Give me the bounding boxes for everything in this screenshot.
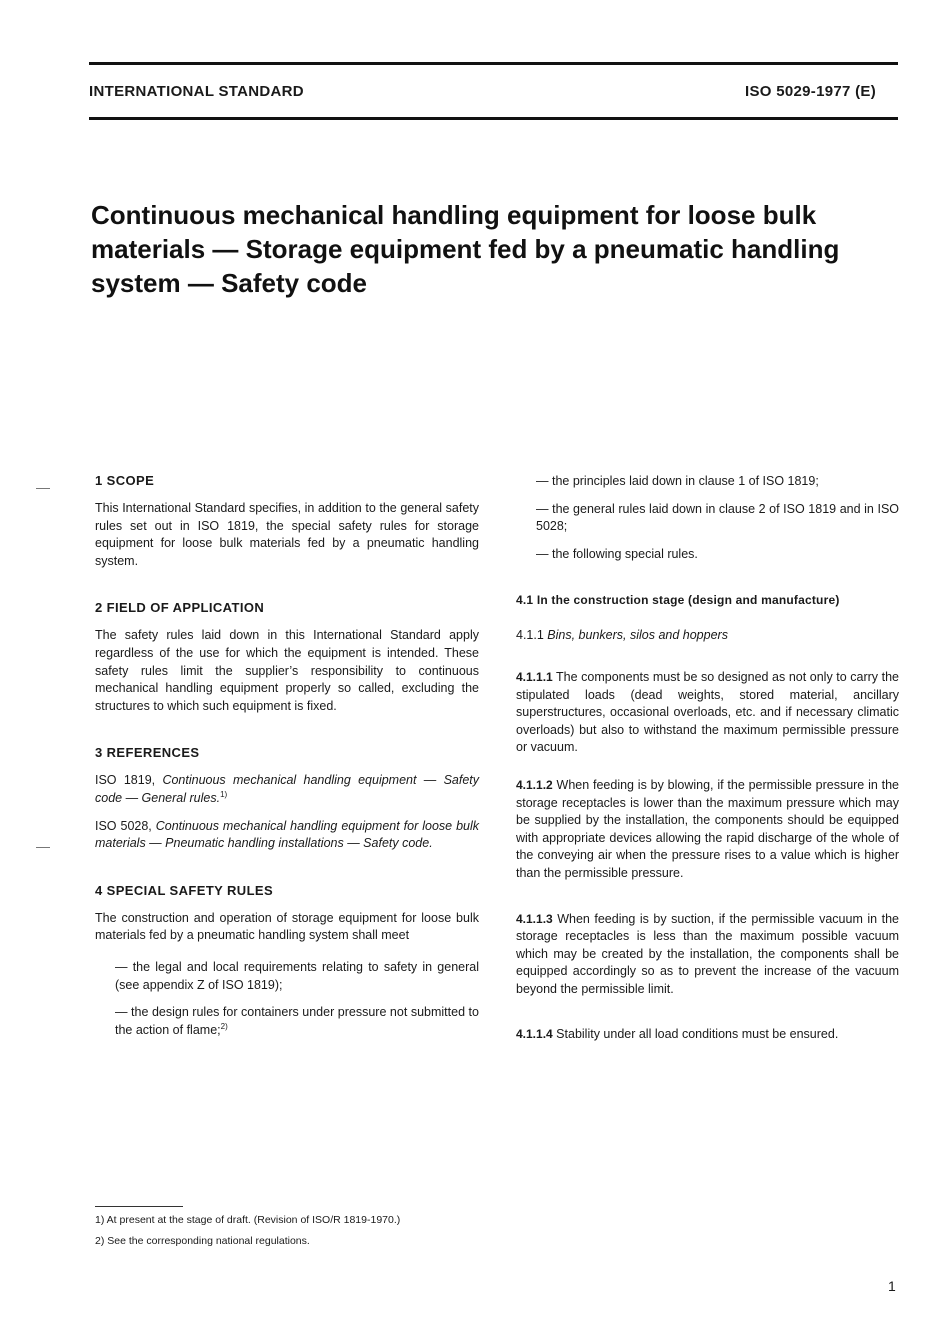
- header-rule: [89, 117, 898, 120]
- reference-title: Continuous mechanical handling equipment for loose bulk materials — Pneumatic handling installations — Safety code.: [95, 818, 479, 851]
- list-item: [95, 1004, 479, 1039]
- footnote-1: 1) At present at the stage of draft. (Revision of ISO/R 1819-1970.): [95, 1214, 401, 1226]
- margin-mark: [36, 488, 50, 489]
- paragraph-4-1-1-1: [516, 669, 899, 757]
- header-left: INTERNATIONAL STANDARD: [89, 83, 304, 100]
- header-right: ISO 5029-1977 (E): [745, 83, 877, 100]
- footnote-ref-1: 1): [220, 789, 228, 799]
- clause-text: The components must be so designed as not only to carry the stipulated loads (dead weights, stored material, ancillary superstructures, occasional overloads, etc. and if necessary climatic overloads) but also to withstand the maximum permissible pressure or vacuum.: [516, 669, 899, 755]
- special-heading: 4 SPECIAL SAFETY RULES: [95, 882, 274, 898]
- reference-iso-5028: [95, 818, 479, 853]
- right-column: [516, 473, 899, 1054]
- top-rule: [89, 62, 898, 65]
- reference-title: Continuous mechanical handling equipment — Safety code — General rules.: [95, 773, 480, 805]
- footnote-ref-2: 2): [220, 1021, 228, 1031]
- clause-number: 4.1.1.1: [516, 669, 553, 684]
- section-number: 4.1.1: [516, 628, 548, 643]
- clause-number: 4.1.1.2: [516, 777, 553, 792]
- reference-iso-1819: [95, 772, 479, 807]
- list-item-text: — the design rules for containers under pressure not submitted to the action of flame;: [115, 1005, 479, 1037]
- section-4-1-heading: 4.1 In the construction stage (design and manufacture): [516, 593, 840, 608]
- paragraph-4-1-1-2: [516, 777, 899, 883]
- list-item: — the legal and local requirements relating to safety in general (see appendix Z of ISO 1819);: [115, 959, 479, 992]
- clause-text: When feeding is by blowing, if the permissible pressure in the storage receptacles is lower than the maximum pressure which may be supplied by the installation, the components should be equipped with appropriate devices allowing the rapid discharge of the whole of the conveying air when the pressure rises to a value which is higher than the permissible pressure.: [516, 777, 899, 880]
- special-intro: The construction and operation of storage equipment for loose bulk materials fed by a pneumatic handling system shall meet: [95, 910, 479, 943]
- reference-code: ISO 5028,: [95, 818, 156, 833]
- page-number: 1: [888, 1278, 896, 1294]
- footnote-rule: [95, 1206, 183, 1207]
- list-item: — the principles laid down in clause 1 of ISO 1819;: [536, 474, 819, 488]
- scope-text: This International Standard specifies, in addition to the general safety rules set out in ISO 1819, the special safety rules for storage equipment for loose bulk materials fed by a pneumatic handling system.: [95, 501, 479, 568]
- section-4-1-1-heading: [516, 627, 899, 645]
- reference-code: ISO 1819,: [95, 773, 163, 788]
- list-item: — the general rules laid down in clause 2 of ISO 1819 and in ISO 5028;: [536, 501, 899, 534]
- margin-mark: [36, 847, 50, 848]
- field-heading: 2 FIELD OF APPLICATION: [95, 600, 265, 616]
- references-heading: 3 REFERENCES: [95, 745, 200, 761]
- list-item: — the following special rules.: [536, 546, 698, 561]
- clause-text: When feeding is by suction, if the permissible vacuum in the storage receptacles is less than the maximum possible vacuum which may be created by the installation, the components shall be equipped accordingly so as to prevent the increase of the vacuum beyond the permissible limit.: [516, 911, 899, 996]
- scope-heading: 1 SCOPE: [95, 473, 155, 488]
- section-title: Bins, bunkers, silos and hoppers: [547, 628, 728, 643]
- paragraph-4-1-1-3: [516, 911, 899, 999]
- clause-text: Stability under all load conditions must be ensured.: [552, 1027, 839, 1042]
- clause-number: 4.1.1.4: [516, 1027, 553, 1042]
- footnote-2: 2) See the corresponding national regulations.: [95, 1235, 310, 1247]
- clause-number: 4.1.1.3: [516, 911, 553, 926]
- paragraph-4-1-1-4: [516, 1026, 899, 1044]
- field-text: The safety rules laid down in this International Standard apply regardless of the use for which the equipment is intended. These safety rules limit the supplier’s responsibility to continuous mechanical handling equipment properly so called, excluding the structures to which such equipment is fixed.: [95, 628, 479, 713]
- document-title: Continuous mechanical handling equipment for loose bulk materials — Storage equipment fed by a pneumatic handling system — Safety code: [91, 200, 840, 298]
- left-column: [95, 473, 479, 1049]
